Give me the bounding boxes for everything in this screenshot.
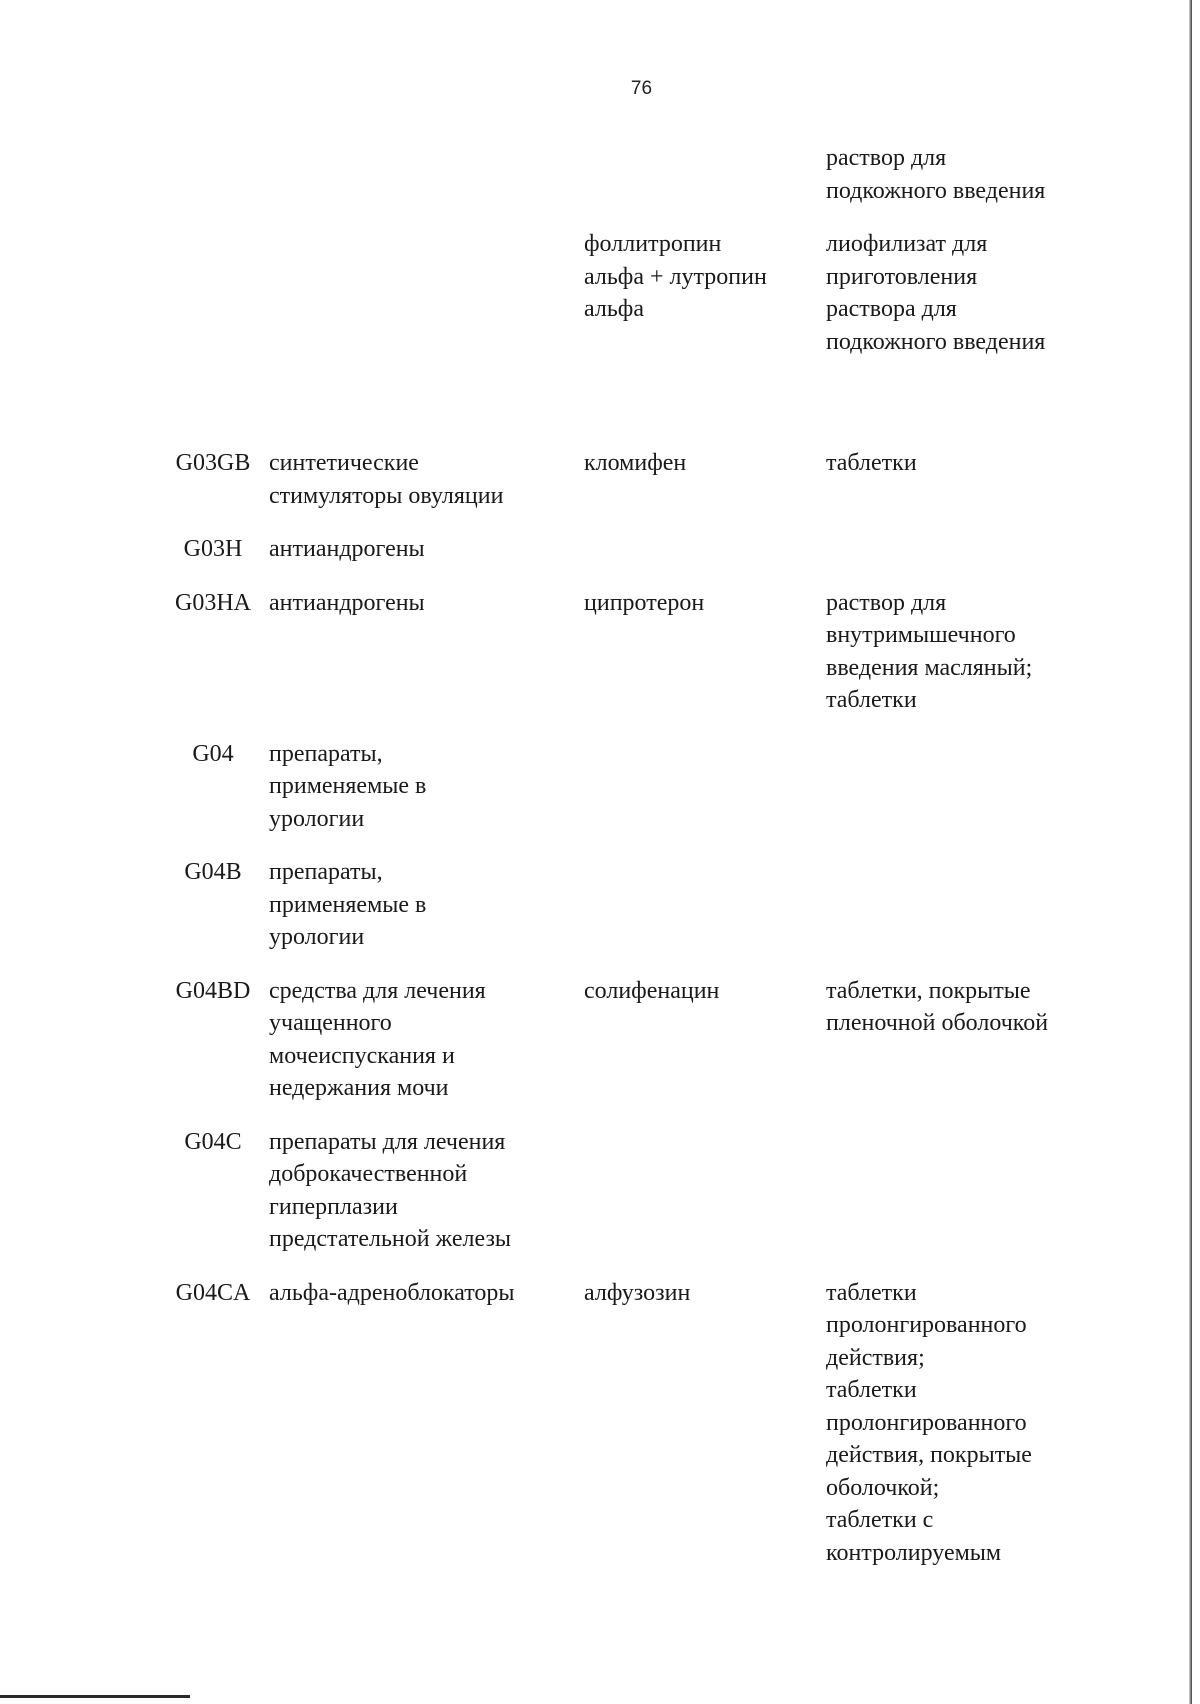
substance-name xyxy=(584,738,826,836)
substance-name xyxy=(584,856,826,954)
table-row xyxy=(165,142,1115,207)
group-name: препараты для лечения доброкачественной гиперплазии предстательной железы xyxy=(269,1128,512,1252)
dosage-form: раствор для подкожного введения xyxy=(826,145,1046,204)
dosage-form: таблетки пролонгированного действия; таблетки пролонгированного действия, покрытые оболочкой; таблетки с контролируемым xyxy=(826,1279,1032,1566)
dosage-form: таблетки, покрытые пленочной оболочкой xyxy=(826,977,1049,1036)
atc-code: G03GB xyxy=(175,450,251,476)
substance-name xyxy=(584,1126,826,1256)
table-row xyxy=(165,1277,1115,1570)
group-name: антиандрогены xyxy=(269,536,425,562)
table-row xyxy=(165,1126,1115,1256)
drug-classification-table xyxy=(165,142,1115,1590)
table-row xyxy=(165,228,1115,358)
group-name xyxy=(269,142,584,207)
atc-code: G04C xyxy=(184,1128,242,1155)
substance-name xyxy=(584,533,826,566)
substance-name xyxy=(584,142,826,207)
row-gap xyxy=(165,379,1115,447)
atc-code: G04BD xyxy=(175,977,251,1004)
group-name: синтетические стимуляторы овуляции xyxy=(269,450,504,509)
atc-code: G03H xyxy=(183,536,243,562)
dosage-form: лиофилизат для приготовления раствора для подкожного введения xyxy=(826,231,1046,355)
dosage-form xyxy=(826,856,1115,954)
table-row xyxy=(165,738,1115,836)
scan-edge-shadow xyxy=(1189,0,1192,1704)
dosage-form xyxy=(826,738,1115,836)
table-row xyxy=(165,447,1115,512)
table-row xyxy=(165,533,1115,566)
table-row xyxy=(165,856,1115,954)
substance-name: ципротерон xyxy=(584,589,705,616)
substance-name: солифенацин xyxy=(584,977,720,1004)
dosage-form xyxy=(826,1126,1115,1256)
group-name: препараты, применяемые в урологии xyxy=(269,740,427,832)
group-name: альфа-адреноблокаторы xyxy=(269,1279,515,1306)
table-row xyxy=(165,975,1115,1105)
group-name: средства для лечения учащенного мочеиспускания и недержания мочи xyxy=(269,977,486,1101)
atc-code: G04B xyxy=(184,859,242,885)
page-number: 76 xyxy=(630,78,653,99)
dosage-form xyxy=(826,533,1115,566)
atc-code xyxy=(165,142,269,207)
atc-code: G04CA xyxy=(175,1279,251,1306)
atc-code: G03HA xyxy=(175,589,251,616)
substance-name: алфузозин xyxy=(584,1279,691,1306)
substance-name: фоллитропин альфа + лутропин альфа xyxy=(584,231,767,322)
group-name: препараты, применяемые в урологии xyxy=(269,859,427,950)
atc-code xyxy=(165,228,269,358)
dosage-form: раствор для внутримышечного введения масляный; таблетки xyxy=(826,589,1033,713)
bottom-rule xyxy=(0,1695,190,1698)
atc-code: G04 xyxy=(192,740,234,767)
substance-name: кломифен xyxy=(584,450,687,476)
group-name xyxy=(269,228,584,358)
dosage-form: таблетки xyxy=(826,450,917,476)
table-row xyxy=(165,587,1115,717)
group-name: антиандрогены xyxy=(269,589,425,616)
